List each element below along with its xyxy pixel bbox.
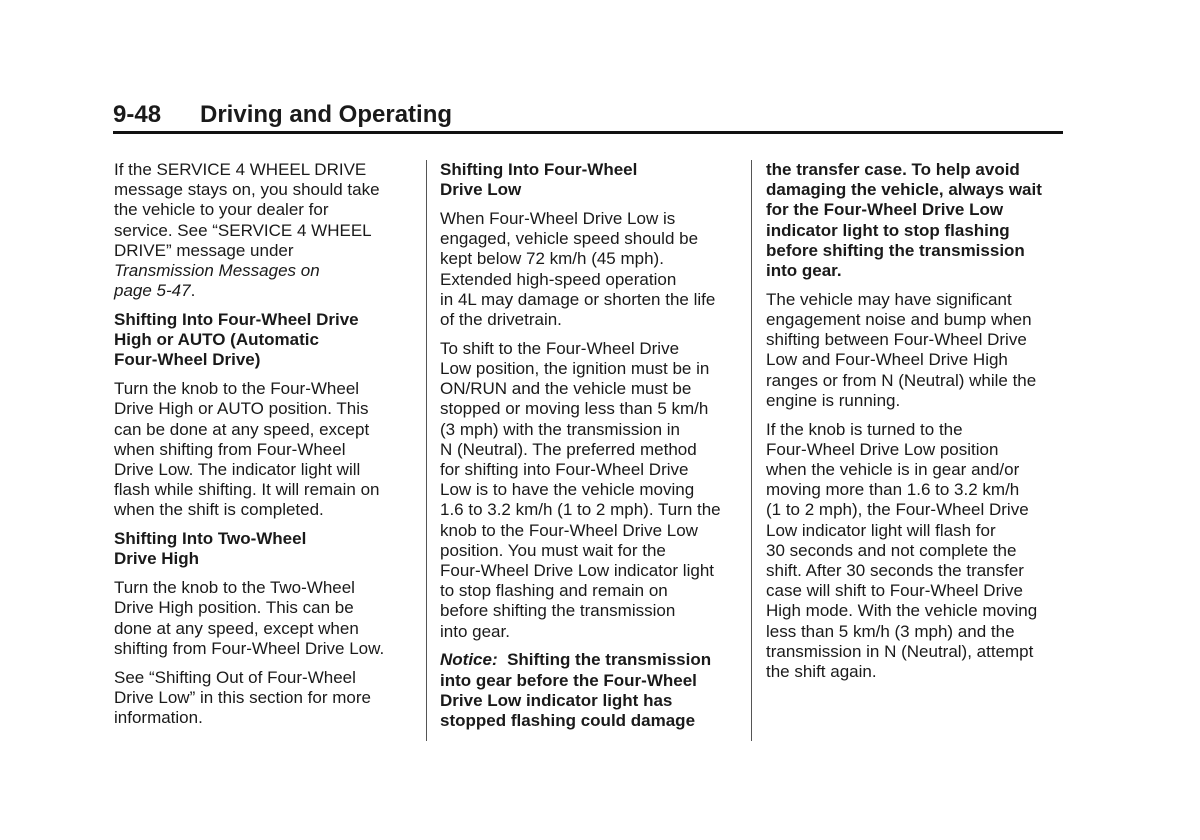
text-line: Four-Wheel Drive Low position (766, 439, 999, 459)
text-line: engagement noise and bump when (766, 310, 1032, 330)
heading-line: Shifting Into Two-Wheel (114, 529, 307, 549)
heading-2wd-high (114, 529, 414, 569)
text-line: Drive Low. The indicator light will (114, 460, 361, 480)
notice-line: stopped flashing could damage (440, 711, 696, 731)
text-line: into gear. (440, 621, 510, 641)
text-line: If the SERVICE 4 WHEEL DRIVE (114, 160, 367, 179)
heading-line: Drive High (114, 549, 200, 569)
text-line: done at any speed, except when (114, 618, 359, 638)
text-line: ranges or from N (Neutral) while the (766, 370, 1037, 390)
text-line: the vehicle to your dealer for (114, 200, 329, 220)
text-line: knob to the Four-Wheel Drive Low (440, 520, 698, 540)
notice-line: damaging the vehicle, always wait (766, 180, 1042, 200)
paragraph-see-also (114, 668, 414, 729)
text-line: can be done at any speed, except (114, 419, 370, 439)
notice-line: indicator light to stop flashing (766, 220, 1010, 240)
text-line: to stop flashing and remain on (440, 581, 668, 601)
heading-line: High or AUTO (Automatic (114, 330, 319, 350)
text-line: Drive Low” in this section for more (114, 687, 371, 707)
text-line: If the knob is turned to the (766, 419, 963, 439)
text-line: flash while shifting. It will remain on (114, 480, 380, 500)
paragraph-4wd-high (114, 379, 414, 520)
text-line: engaged, vehicle speed should be (440, 229, 699, 249)
paragraph-engagement-noise (766, 290, 1066, 411)
text-line: shifting between Four-Wheel Drive (766, 330, 1027, 350)
cross-reference: Transmission Messages on (114, 261, 320, 281)
text-line: When Four-Wheel Drive Low is (440, 209, 676, 228)
text-line: DRIVE” message under (114, 240, 294, 260)
text-line: See “Shifting Out of Four-Wheel (114, 667, 356, 687)
notice-text: Shifting the transmission (507, 650, 712, 670)
text-line: N (Neutral). The preferred method (440, 439, 697, 459)
notice-label: Notice: (440, 650, 498, 670)
notice-line: into gear. (766, 261, 842, 281)
text-line: case will shift to Four-Wheel Drive (766, 581, 1023, 601)
notice-continuation (766, 160, 1066, 281)
paragraph-service-message (114, 160, 414, 301)
text-line: transmission in N (Neutral), attempt (766, 641, 1034, 661)
paragraph-4wd-low-speed (440, 209, 740, 330)
text-line: stopped or moving less than 5 km/h (440, 399, 709, 419)
notice-line: Drive Low indicator light has (440, 690, 673, 710)
text-line: Extended high-speed operation (440, 269, 677, 289)
notice-paragraph (440, 650, 740, 731)
text-line: Low indicator light will flash for (766, 520, 996, 540)
page-number: 9-48 (113, 101, 162, 128)
cross-reference-page: page 5-47 (114, 281, 191, 301)
text-line: Drive High or AUTO position. This (114, 399, 369, 419)
column-2 (440, 160, 740, 740)
column-divider-1 (426, 160, 427, 741)
column-divider-2 (751, 160, 752, 741)
text-line: Low position, the ignition must be in (440, 359, 710, 379)
text-punctuation: . (190, 281, 196, 301)
text-line: Low and Four-Wheel Drive High (766, 350, 1008, 370)
column-3 (766, 160, 1066, 691)
notice-line: into gear before the Four-Wheel (440, 670, 697, 690)
paragraph-knob-in-gear (766, 420, 1066, 683)
text-line: in 4L may damage or shorten the life (440, 289, 716, 309)
text-line: shift. After 30 seconds the transfer (766, 561, 1024, 581)
text-line: for shifting into Four-Wheel Drive (440, 460, 689, 480)
page-header (113, 99, 1063, 134)
text-line: service. See “SERVICE 4 WHEEL (114, 220, 372, 240)
text-line: shifting from Four-Wheel Drive Low. (114, 638, 385, 658)
text-line: the shift again. (766, 662, 877, 682)
notice-line: the transfer case. To help avoid (766, 160, 1020, 179)
text-line: Turn the knob to the Two-Wheel (114, 578, 355, 598)
heading-4wd-high-auto (114, 310, 414, 371)
text-line: engine is running. (766, 390, 901, 410)
text-line: High mode. With the vehicle moving (766, 601, 1038, 621)
text-line: when shifting from Four-Wheel (114, 439, 346, 459)
text-line: before shifting the transmission (440, 601, 676, 621)
heading-line: Shifting Into Four-Wheel (440, 160, 638, 179)
text-line: less than 5 km/h (3 mph) and the (766, 621, 1015, 641)
column-1 (114, 160, 414, 737)
text-line: message stays on, you should take (114, 180, 380, 200)
text-line: of the drivetrain. (440, 310, 562, 330)
text-line: The vehicle may have significant (766, 289, 1012, 309)
paragraph-2wd-high (114, 578, 414, 659)
text-line: moving more than 1.6 to 3.2 km/h (766, 480, 1020, 500)
text-line: (1 to 2 mph), the Four-Wheel Drive (766, 500, 1029, 520)
text-line: when the shift is completed. (114, 500, 324, 520)
heading-line: Shifting Into Four-Wheel Drive (114, 310, 359, 330)
section-title: Driving and Operating (200, 101, 453, 128)
text-line: 30 seconds and not complete the (766, 540, 1017, 560)
text-line: ON/RUN and the vehicle must be (440, 379, 692, 399)
notice-line: before shifting the transmission (766, 240, 1025, 260)
text-line: Four-Wheel Drive Low indicator light (440, 561, 714, 581)
text-line: kept below 72 km/h (45 mph). (440, 249, 664, 269)
text-line: information. (114, 708, 203, 728)
heading-4wd-low (440, 160, 740, 200)
text-line: when the vehicle is in gear and/or (766, 460, 1020, 480)
heading-line: Drive Low (440, 180, 522, 200)
text-line: To shift to the Four-Wheel Drive (440, 338, 680, 358)
text-line: 1.6 to 3.2 km/h (1 to 2 mph). Turn the (440, 500, 721, 520)
text-line: position. You must wait for the (440, 540, 666, 560)
paragraph-4wd-low-procedure (440, 339, 740, 642)
heading-line: Four-Wheel Drive) (114, 350, 261, 370)
text-line: Low is to have the vehicle moving (440, 480, 695, 500)
notice-line: for the Four-Wheel Drive Low (766, 200, 1004, 220)
text-line: (3 mph) with the transmission in (440, 419, 680, 439)
text-line: Turn the knob to the Four-Wheel (114, 379, 360, 399)
text-line: Drive High position. This can be (114, 598, 354, 618)
